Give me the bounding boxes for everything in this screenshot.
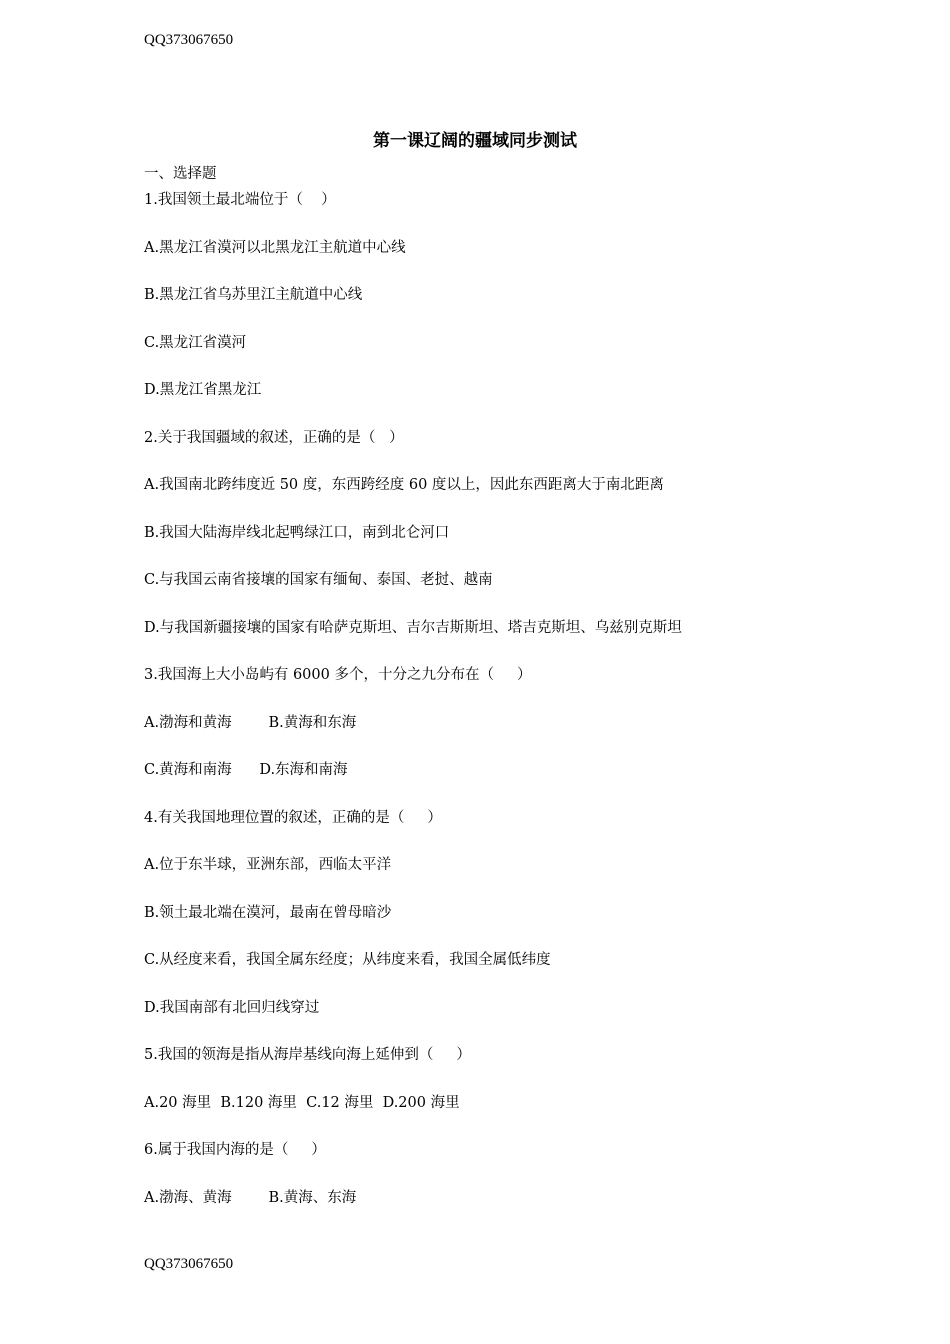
question-4-option-c: C.从经度来看，我国全属东经度；从纬度来看，我国全属低纬度 [144,952,551,968]
page-footer: QQ373067650 [144,1256,234,1272]
question-1-option-d: D.黑龙江省黑龙江 [144,382,262,398]
question-3-options-ab: A.渤海和黄海 B.黄海和东海 [144,714,357,731]
question-3-stem: 3.我国海上大小岛屿有 6000 多个，十分之九分布在（ ） [144,667,532,683]
question-2-stem: 2.关于我国疆域的叙述，正确的是（ ） [144,429,404,446]
question-1-option-c: C.黑龙江省漠河 [144,334,247,351]
question-2-option-a: A.我国南北跨纬度近 50 度，东西跨经度 60 度以上，因此东西距离大于南北距离 [144,477,664,493]
question-1-option-a: A.黑龙江省漠河以北黑龙江主航道中心线 [144,239,406,256]
question-6-options-ab: A.渤海、黄海 B.黄海、东海 [144,1189,357,1206]
question-list [144,190,824,1235]
question-4-option-d: D.我国南部有北回归线穿过 [144,999,320,1016]
page-header: QQ373067650 [144,32,234,48]
question-5-stem: 5.我国的领海是指从海岸基线向海上延伸到（ ） [144,1047,471,1063]
question-2-option-d: D.与我国新疆接壤的国家有哈萨克斯坦、吉尔吉斯斯坦、塔吉克斯坦、乌兹别克斯坦 [144,619,682,636]
question-2-option-c: C.与我国云南省接壤的国家有缅甸、泰国、老挝、越南 [144,572,493,588]
question-2-option-b: B.我国大陆海岸线北起鸭绿江口，南到北仑河口 [144,524,450,541]
question-3-options-cd: C.黄海和南海 D.东海和南海 [144,762,348,778]
question-4-option-a: A.位于东半球，亚洲东部，西临太平洋 [144,857,392,873]
section-heading: 一、选择题 [144,166,217,182]
question-4-option-b: B.领土最北端在漠河，最南在曾母暗沙 [144,904,392,921]
question-1-option-b: B.黑龙江省乌苏里江主航道中心线 [144,287,363,303]
question-1-stem: 1.我国领土最北端位于（ ） [144,192,336,208]
question-6-stem: 6.属于我国内海的是（ ） [144,1142,326,1158]
question-4-stem: 4.有关我国地理位置的叙述，正确的是（ ） [144,809,442,826]
document-title: 第一课辽阔的疆域同步测试 [373,131,577,151]
question-5-options: A.20 海里 B.120 海里 C.12 海里 D.200 海里 [144,1094,460,1111]
